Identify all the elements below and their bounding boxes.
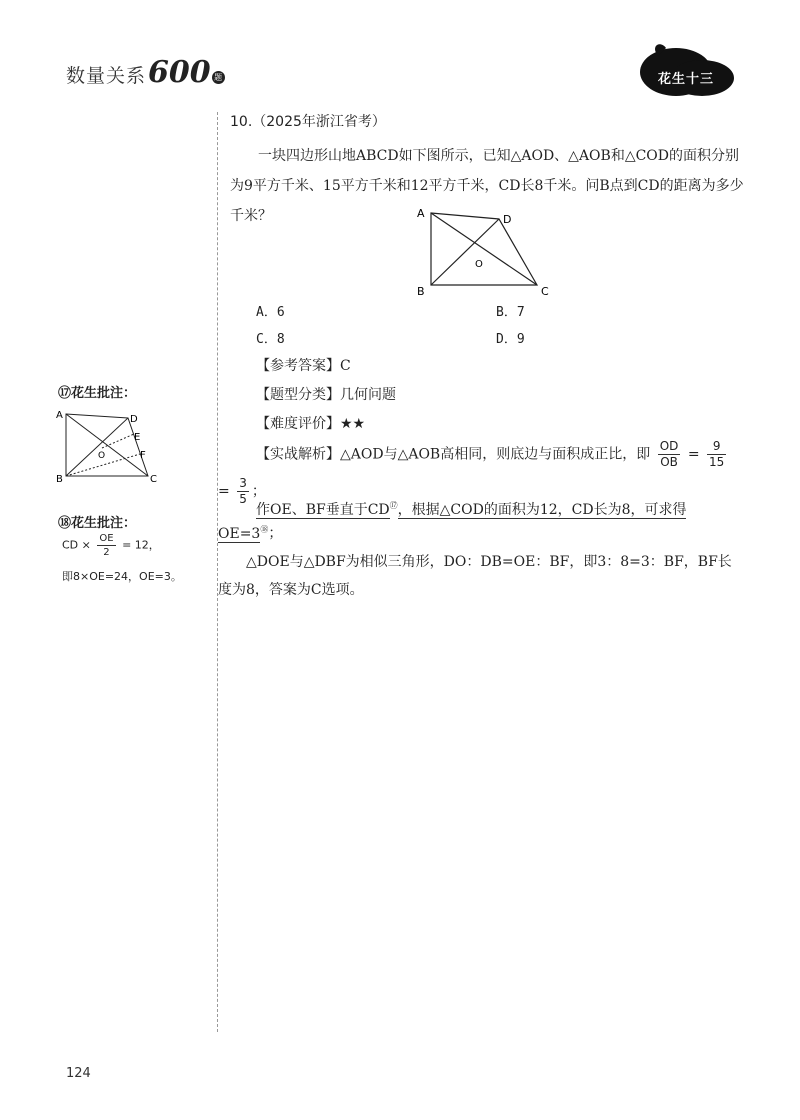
fraction-15: 15: [709, 455, 725, 469]
page-number: 124: [66, 1066, 91, 1081]
book-title-suffix: 题: [212, 71, 225, 84]
note-vertex-o: O: [98, 451, 106, 461]
answer-type-label: 【题型分类】: [256, 387, 340, 403]
note-18-line2: 即8×OE=24，OE=3。: [62, 570, 182, 583]
fraction-3: 3: [239, 476, 247, 490]
book-title-number: 600: [148, 55, 211, 90]
option-c[interactable]: C．8: [256, 332, 285, 347]
option-b[interactable]: B．7: [496, 305, 525, 320]
book-title-text: 数量关系: [66, 65, 147, 87]
answer-ref: [256, 352, 776, 381]
analysis-p2-cont: [218, 518, 738, 546]
note-17-figure: [54, 408, 166, 488]
answer-type: [256, 381, 776, 410]
equals-sign-2: =: [218, 483, 230, 500]
answer-type-value: 几何问题: [340, 387, 396, 403]
note-17-title: ⑰花生批注：: [58, 386, 137, 401]
fraction-od: OD: [659, 439, 679, 453]
note-18-line1: [62, 532, 160, 559]
analysis-p1: [256, 439, 776, 470]
answer-ref-value: C: [340, 358, 351, 374]
semicolon-2: ；: [268, 525, 283, 542]
note-18-eq: = 12，: [122, 538, 160, 552]
vertex-b-label: B: [417, 285, 425, 298]
fraction-3-5: [237, 476, 249, 507]
question-block: [218, 108, 750, 598]
fraction-9: 9: [707, 439, 726, 455]
question-title: 10.（2025年浙江省考）: [230, 114, 386, 130]
fraction-5: 5: [239, 492, 247, 506]
analysis-text-2a: 作OE、BF垂直于CD: [256, 501, 390, 518]
analysis-p3: △DOE与△DBF为相似三角形，DO：DB=OE：BF，即3：8=3：BF，BF长度为8，答案为C选项。: [218, 554, 732, 598]
question-text: 一块四边形山地ABCD如下图所示，已知△AOD、△AOB和△COD的面积分别为9平方千米、15平方千米和12平方千米，CD长8千米。问B点到CD的距离为多少千米？: [230, 148, 744, 224]
note-ref-18[interactable]: ⑱: [260, 525, 269, 534]
analysis-text-1: △AOD与△AOB高相同，则底边与面积成正比，即: [340, 446, 651, 463]
option-d[interactable]: D．9: [496, 332, 525, 347]
analysis-text-2c: OE=3: [218, 525, 261, 542]
note-18-cd: CD ×: [62, 538, 91, 552]
semicolon: ；: [251, 483, 266, 500]
analysis-label: 【实战解析】: [256, 446, 340, 463]
equals-sign-1: =: [687, 446, 700, 463]
quadrilateral-figure: [417, 203, 557, 303]
fraction-9-15: [707, 439, 726, 470]
vertex-a-label: A: [417, 207, 425, 220]
note-vertex-a: A: [56, 410, 63, 421]
note-vertex-b: B: [56, 474, 63, 485]
answer-difficulty: [256, 410, 776, 439]
center-o-label: O: [475, 259, 483, 270]
note-vertex-e: E: [134, 432, 141, 443]
note-ref-17[interactable]: ⑰: [389, 501, 398, 510]
vertex-d-label: D: [503, 213, 512, 226]
fraction-ob: OB: [660, 455, 678, 469]
vertex-c-label: C: [541, 285, 549, 298]
brand-name: 花生十三: [658, 72, 715, 87]
difficulty-stars: ★★: [340, 416, 366, 432]
answer-ref-label: 【参考答案】: [256, 358, 340, 374]
book-title: [66, 55, 225, 90]
note-18-title: ⑱花生批注：: [58, 516, 137, 531]
difficulty-label: 【难度评价】: [256, 416, 340, 432]
note-18-fraction: [97, 532, 115, 559]
note-18-frac-den: 2: [103, 547, 110, 558]
analysis-text-2b: ，根据△COD的面积为12，CD长为8，可求得: [397, 501, 687, 518]
note-18-frac-num: OE: [99, 533, 114, 544]
note-vertex-c: C: [150, 474, 157, 485]
note-vertex-d: D: [130, 414, 138, 425]
fraction-od-ob: [658, 439, 681, 470]
note-line-oe: [102, 434, 134, 448]
diagonal-ac: [431, 213, 537, 285]
option-a[interactable]: A．6: [256, 305, 285, 320]
note-vertex-f: F: [140, 450, 146, 461]
